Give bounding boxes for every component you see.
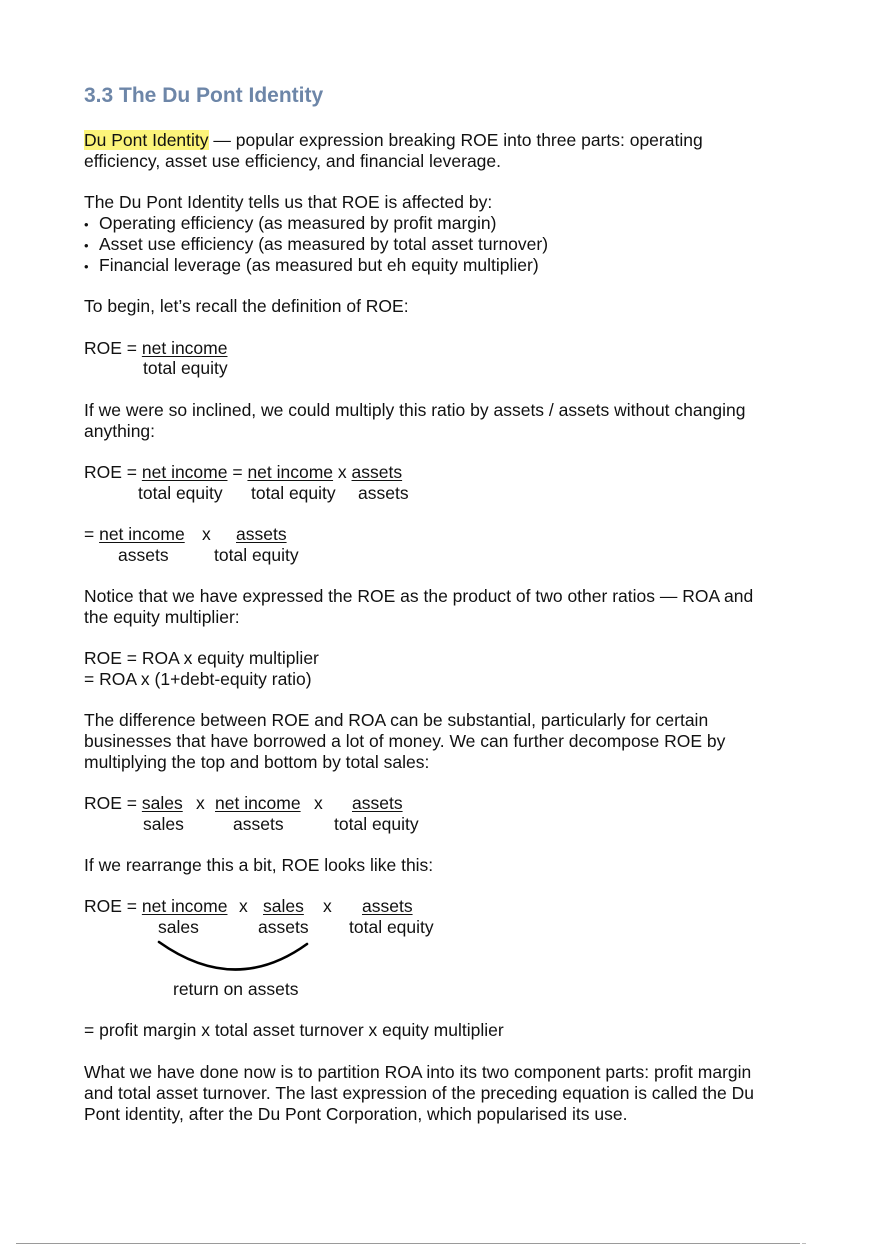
equation-3-numerators [84,524,185,545]
fraction-denominator: assets [118,545,169,565]
equation-4-line-1: ROE = ROA x equity multiplier [84,648,319,668]
equation-lhs: ROE = [84,462,142,482]
definition-line-2: efficiency, asset use efficiency, and financial leverage. [84,151,502,171]
bullet-icon: • [84,259,89,274]
bracket-label: return on assets [173,979,299,999]
effects-intro: The Du Pont Identity tells us that ROE is affected by: [84,192,493,212]
fraction-numerator: sales [141,793,183,813]
fraction-numerator: assets [362,896,413,916]
fraction-numerator: assets [236,524,287,544]
footer-divider-end [802,1243,806,1244]
fraction-denominator: assets [358,483,409,503]
fraction-denominator: assets [258,917,309,937]
bullet-item [84,255,539,277]
difference-line-1: The difference between ROE and ROA can be substantial, particularly for certain [84,710,709,730]
highlighted-term: Du Pont Identity [84,130,209,150]
difference-line-2: businesses that have borrowed a lot of money. We can further decompose ROE by [84,731,726,751]
bullet-icon: • [84,217,89,232]
fraction-denominator: total equity [251,483,336,503]
equation-5-numerators [84,793,183,814]
fraction-denominator: sales [158,917,199,937]
definition-text: — popular expression breaking ROE into three parts: operating [208,130,703,150]
notice-line-2: the equity multiplier: [84,607,240,627]
conclusion-line-3: Pont identity, after the Du Pont Corporation, which popularised its use. [84,1104,628,1124]
section-title: 3.3 The Du Pont Identity [84,84,324,107]
fraction-denominator: total equity [143,358,228,378]
multiply-sign: x [323,896,332,916]
fraction-numerator: net income [99,524,185,544]
bullet-icon: • [84,238,89,253]
fraction-numerator: assets [351,462,403,482]
equation-4-line-2: = ROA x (1+debt-equity ratio) [84,669,312,689]
multiply-sign: x [202,524,211,544]
inclined-line-2: anything: [84,421,156,441]
fraction-numerator: sales [263,896,304,916]
equation-6-numerators [84,896,227,917]
bullet-item [84,213,497,235]
definition-line-1 [84,130,703,151]
equation-lhs: ROE = [84,338,142,358]
equation-lhs: ROE = [84,793,142,813]
footer-divider [16,1243,800,1244]
multiply-sign: x [196,793,205,813]
recall-text: To begin, let’s recall the definition of ROE: [84,296,409,316]
fraction-numerator: net income [141,338,228,358]
equation-7: = profit margin x total asset turnover x equity multiplier [84,1020,504,1040]
equation-2-numerators [84,462,402,483]
fraction-denominator: assets [233,814,284,834]
fraction-denominator: total equity [214,545,299,565]
multiply-sign: x [314,793,323,813]
rearrange-text: If we rearrange this a bit, ROE looks like this: [84,855,434,875]
bullet-text: Asset use efficiency (as measured by total asset turnover) [99,234,549,254]
fraction-denominator: total equity [138,483,223,503]
equals-sign: = [227,462,248,482]
fraction-numerator: net income [247,462,334,482]
fraction-numerator: net income [141,462,228,482]
multiply-sign: x [333,462,352,482]
fraction-numerator: assets [352,793,403,813]
conclusion-line-1: What we have done now is to partition ROA into its two component parts: profit margin [84,1062,752,1082]
fraction-numerator: net income [141,896,228,916]
multiply-sign: x [239,896,248,916]
notice-line-1: Notice that we have expressed the ROE as the product of two other ratios — ROA and [84,586,754,606]
roe-definition-numerator-line [84,338,227,359]
difference-line-3: multiplying the top and bottom by total sales: [84,752,430,772]
bullet-text: Operating efficiency (as measured by profit margin) [99,213,497,233]
equation-lhs: ROE = [84,896,142,916]
equation-lhs: = [84,524,100,544]
inclined-line-1: If we were so inclined, we could multiply this ratio by assets / assets without changing [84,400,746,420]
grouping-bracket-curve [155,940,315,976]
fraction-denominator: total equity [334,814,419,834]
fraction-denominator: sales [143,814,184,834]
conclusion-line-2: and total asset turnover. The last expression of the preceding equation is called the Du [84,1083,754,1103]
fraction-denominator: total equity [349,917,434,937]
bullet-text: Financial leverage (as measured but eh equity multiplier) [99,255,539,275]
fraction-numerator: net income [215,793,301,813]
bullet-item [84,234,548,256]
